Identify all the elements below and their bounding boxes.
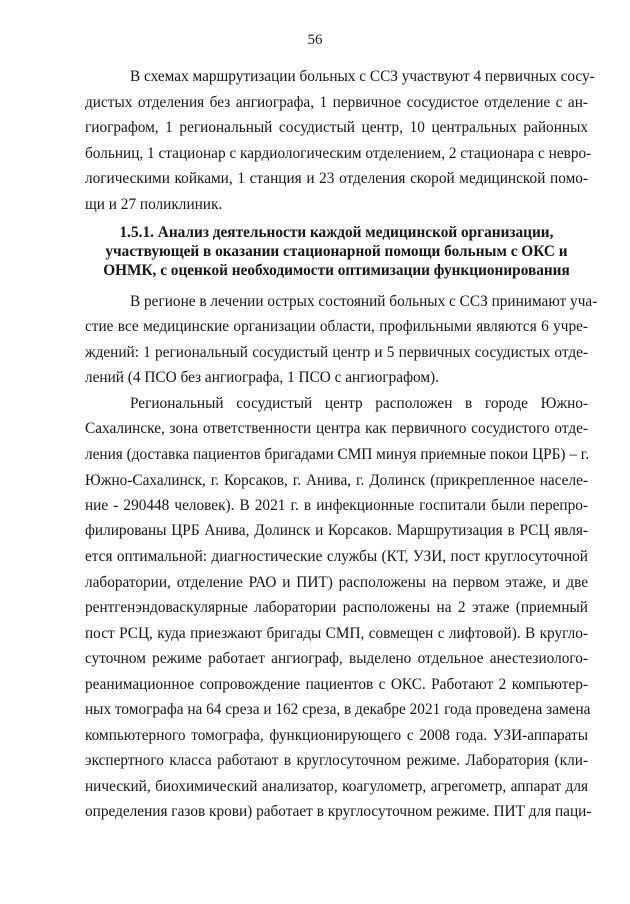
paragraph-line: компьютерного томографа, функционирующего с 2008 года. УЗИ-аппараты (85, 727, 588, 744)
paragraph-line: логическими койками, 1 станция и 23 отделения скорой медицинской помо- (85, 170, 588, 187)
paragraph-line: ждений: 1 региональный сосудистый центр и 5 первичных сосудистых отде- (85, 344, 588, 361)
paragraph-line: ние - 290448 человек). В 2021 г. в инфекционные госпитали были перепро- (85, 497, 588, 514)
section-heading-line: ОНМК, с оценкой необходимости оптимизации функционирования (103, 262, 570, 279)
paragraph-line: ных томографа на 64 среза и 162 среза, в декабре 2021 года проведена замена (85, 701, 591, 718)
page-number: 56 (307, 32, 323, 48)
paragraph-line: Сахалинске, зона ответственности центра как первичного сосудистого отде- (85, 420, 588, 437)
paragraph-line: ления (доставка пациентов бригадами СМП минуя приемные покои ЦРБ) – г. (85, 446, 590, 463)
section-heading-line: 1.5.1. Анализ деятельности каждой медицинской организации, (119, 224, 554, 241)
paragraph-line: суточном режиме работает ангиограф, выделено отдельное анестезиолого- (85, 650, 588, 667)
paragraph-line: дистых отделения без ангиографа, 1 первичное сосудистое отделение с ан- (85, 94, 588, 111)
paragraph-line: В схемах маршрутизации больных с ССЗ участвуют 4 первичных сосу- (130, 68, 595, 85)
paragraph-line: филированы ЦРБ Анива, Долинск и Корсаков. Маршрутизация в РСЦ явля- (85, 522, 588, 539)
paragraph-line: экспертного класса работают в круглосуточном режиме. Лаборатория (кли- (85, 752, 588, 769)
paragraph-line: Южно-Сахалинск, г. Корсаков, г. Анива, г. Долинск (прикрепленное населе- (85, 472, 588, 489)
paragraph-line: щи и 27 поликлиник. (85, 196, 223, 213)
paragraph-line: пост РСЦ, куда приезжают бригады СМП, совмещен с лифтовой). В кругло- (85, 625, 588, 642)
paragraph-line: реанимационное сопровождение пациентов с ОКС. Работают 2 компьютер- (85, 676, 588, 693)
paragraph-line: В регионе в лечении острых состояний больных с ССЗ принимают уча- (130, 293, 598, 310)
paragraph-line: определения газов крови) работает в круглосуточном режиме. ПИТ для паци- (85, 803, 592, 820)
paragraph-line: ется оптимальной: диагностические службы (КТ, УЗИ, пост круглосуточной (85, 548, 588, 565)
paragraph-line: лаборатории, отделение РАО и ПИТ) расположены на первом этаже, и две (85, 574, 588, 591)
paragraph-line: нический, биохимический анализатор, коагулометр, агрегометр, аппарат для (85, 778, 588, 795)
paragraph-line: больниц, 1 стационар с кардиологическим отделением, 2 стационара с невро- (85, 145, 592, 162)
paragraph-line: лений (4 ПСО без ангиографа, 1 ПСО с ангиографом). (85, 369, 439, 386)
paragraph-line: гиографом, 1 региональный сосудистый центр, 10 центральных районных (85, 119, 588, 136)
paragraph-line: рентгенэндоваскулярные лаборатории расположены на 2 этаже (приемный (85, 599, 588, 616)
paragraph-line: Региональный сосудистый центр расположен в городе Южно- (130, 395, 588, 412)
section-heading-line: участвующей в оказании стационарной помощи больным с ОКС и (105, 243, 568, 260)
paragraph-line: стие все медицинские организации области, профильными являются 6 учре- (85, 318, 588, 335)
